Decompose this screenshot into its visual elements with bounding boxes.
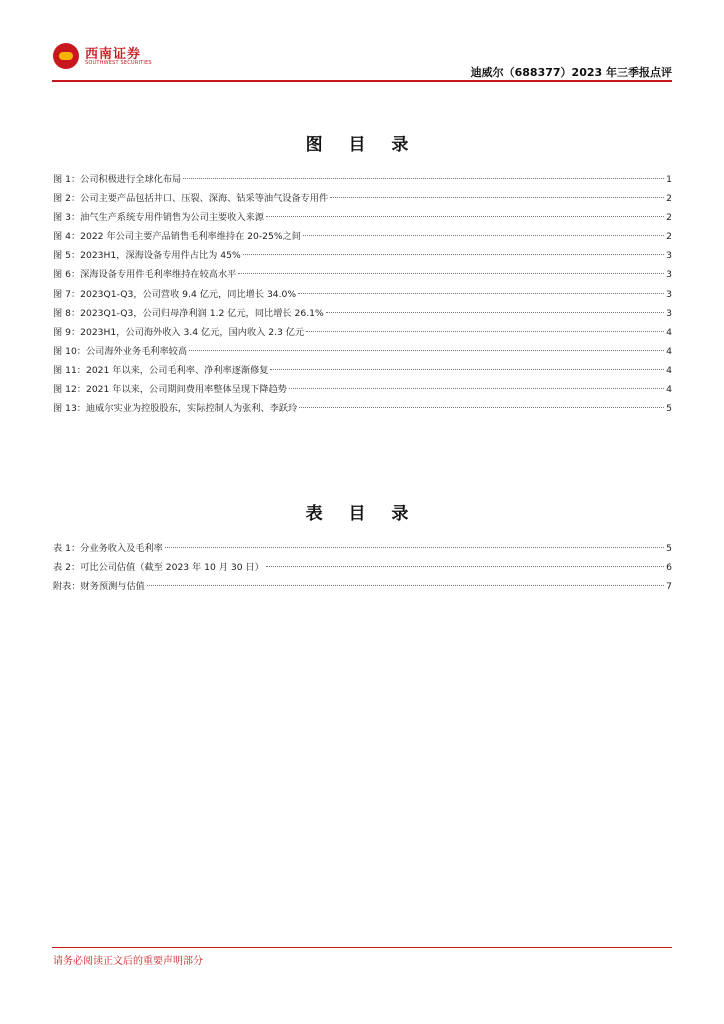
tables-toc-title: 表 目 录 (305, 504, 419, 524)
toc-leader-dots (270, 369, 664, 370)
toc-entry-label[interactable]: 图 8：2023Q1-Q3，公司归母净利润 1.2 亿元，同比增长 26.1% (53, 307, 324, 319)
toc-entry[interactable] (53, 304, 672, 323)
toc-leader-dots (243, 254, 664, 255)
toc-leader-dots (183, 178, 664, 179)
toc-leader-dots (303, 235, 664, 236)
toc-entry-label[interactable]: 附表：财务预测与估值 (53, 581, 145, 593)
figures-toc (53, 170, 672, 418)
toc-entry-page[interactable]: 6 (666, 562, 672, 574)
toc-leader-dots (238, 273, 664, 274)
toc-leader-dots (289, 388, 664, 389)
header-divider (52, 80, 672, 82)
report-title: 迪威尔（688377）2023 年三季报点评 (470, 66, 672, 79)
toc-entry-page[interactable]: 4 (666, 364, 672, 376)
toc-entry[interactable] (53, 265, 672, 284)
figures-toc-title: 图 目 录 (305, 135, 419, 155)
toc-entry[interactable] (53, 361, 672, 380)
footer-divider (52, 947, 672, 948)
toc-entry-page[interactable]: 4 (666, 384, 672, 396)
toc-entry[interactable] (53, 285, 672, 304)
toc-entry-label[interactable]: 表 2：可比公司估值（截至 2023 年 10 月 30 日） (53, 562, 264, 574)
toc-entry-page[interactable]: 1 (666, 174, 672, 185)
toc-entry-label[interactable]: 图 1：公司积极进行全球化布局 (53, 174, 182, 185)
toc-entry-label[interactable]: 图 9：2023H1，公司海外收入 3.4 亿元，国内收入 2.3 亿元 (53, 326, 305, 338)
tables-toc (53, 539, 672, 596)
toc-entry-page[interactable]: 3 (666, 250, 672, 262)
toc-entry[interactable] (53, 558, 672, 577)
toc-leader-dots (330, 197, 664, 198)
toc-leader-dots (326, 312, 664, 313)
toc-entry[interactable] (53, 539, 672, 558)
toc-entry[interactable] (53, 189, 672, 208)
toc-entry-label[interactable]: 图 3：油气生产系统专用件销售为公司主要收入来源 (53, 212, 264, 224)
toc-leader-dots (299, 407, 664, 408)
toc-entry-label[interactable]: 图 4：2022 年公司主要产品销售毛利率维持在 20-25%之间 (53, 231, 301, 243)
page-header (0, 0, 724, 82)
toc-entry[interactable] (53, 208, 672, 227)
toc-leader-dots (266, 216, 664, 217)
toc-entry[interactable] (53, 380, 672, 399)
toc-leader-dots (306, 331, 664, 332)
toc-entry-label[interactable]: 图 5：2023H1，深海设备专用件占比为 45% (53, 250, 241, 262)
toc-entry[interactable] (53, 342, 672, 361)
toc-leader-dots (298, 293, 664, 294)
toc-entry[interactable] (53, 577, 672, 596)
toc-entry-page[interactable]: 7 (666, 581, 672, 593)
toc-entry-page[interactable]: 4 (666, 345, 672, 357)
toc-entry[interactable] (53, 246, 672, 265)
logo-emblem-icon (53, 43, 79, 69)
toc-entry[interactable] (53, 170, 672, 189)
toc-entry[interactable] (53, 323, 672, 342)
toc-entry-label[interactable]: 图 11：2021 年以来，公司毛利率、净利率逐渐修复 (53, 364, 269, 376)
toc-entry-label[interactable]: 图 12：2021 年以来，公司期间费用率整体呈现下降趋势 (53, 384, 287, 396)
footer-disclaimer: 请务必阅读正文后的重要声明部分 (53, 956, 203, 967)
toc-entry-label[interactable]: 图 6：深海设备专用件毛利率维持在较高水平 (53, 269, 237, 281)
logo-english-name: SOUTHWEST SECURITIES (85, 60, 152, 66)
toc-entry-page[interactable]: 2 (666, 231, 672, 243)
logo-chinese-name: 西南证券 (85, 47, 142, 62)
toc-entry-page[interactable]: 3 (666, 288, 672, 300)
toc-entry-label[interactable]: 表 1：分业务收入及毛利率 (53, 543, 163, 554)
toc-entry[interactable] (53, 227, 672, 246)
toc-leader-dots (165, 547, 664, 548)
toc-entry[interactable] (53, 399, 672, 418)
toc-leader-dots (147, 585, 664, 586)
toc-entry-page[interactable]: 4 (666, 326, 672, 338)
toc-leader-dots (266, 566, 664, 567)
toc-entry-page[interactable]: 3 (666, 307, 672, 319)
toc-entry-label[interactable]: 图 10：公司海外业务毛利率较高 (53, 345, 188, 357)
toc-entry-page[interactable]: 5 (666, 403, 672, 415)
toc-entry-label[interactable]: 图 7：2023Q1-Q3，公司营收 9.4 亿元，同比增长 34.0% (53, 288, 297, 300)
company-logo (53, 43, 153, 73)
toc-entry-page[interactable]: 5 (666, 543, 672, 554)
toc-entry-page[interactable]: 2 (666, 193, 672, 205)
toc-entry-page[interactable]: 2 (666, 212, 672, 224)
toc-leader-dots (189, 350, 664, 351)
toc-entry-label[interactable]: 图 13：迪威尔实业为控股股东，实际控制人为张利、李跃玲 (53, 403, 298, 415)
toc-entry-label[interactable]: 图 2：公司主要产品包括井口、压裂、深海、钻采等油气设备专用件 (53, 193, 329, 205)
toc-entry-page[interactable]: 3 (666, 269, 672, 281)
